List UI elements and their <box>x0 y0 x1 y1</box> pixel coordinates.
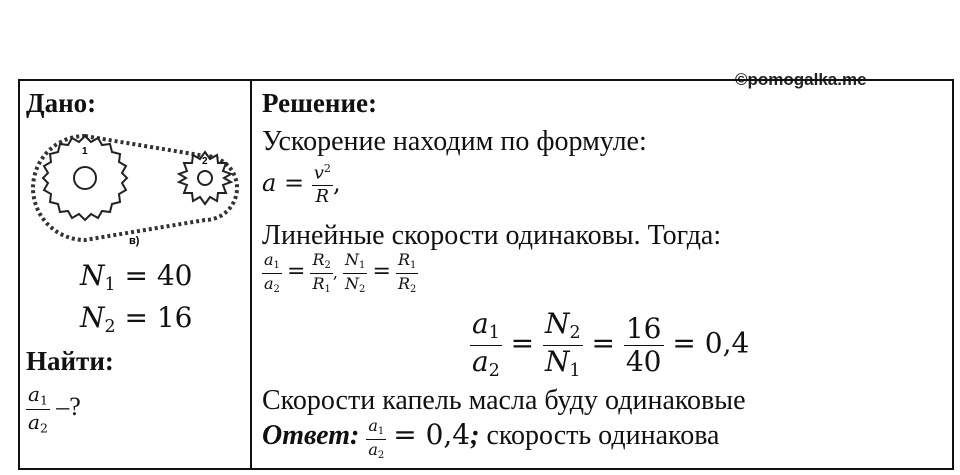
gear-2-label: 2 <box>202 156 208 167</box>
watermark: ©pomogalka.me <box>735 70 867 89</box>
answer-text: скорость одинакова <box>486 419 720 451</box>
answer-value: 0,4 <box>425 417 471 451</box>
formula-acceleration: a = $\frac{v^2}{R}$ , <box>262 162 341 207</box>
solution-line-1: Ускорение находим по формуле: <box>262 126 647 157</box>
gear-1-label: 1 <box>82 146 88 157</box>
formula-ratios: $\frac{a_1}{a_2}$ = $\frac{R_2}{R_1}$ , $\frac{N_1}{N_2}$ = $\frac{R_1}{R_2}$ <box>264 250 417 295</box>
chain-drive-figure <box>30 128 240 248</box>
column-divider <box>250 79 252 470</box>
solution-title: Решение: <box>262 88 377 118</box>
solution-line-3: Линейные скорости одинаковы. Тогда: <box>262 220 722 251</box>
given-n1: $N_1 = 40$ <box>80 259 193 296</box>
given-n2: $N_2 = 16$ <box>80 301 193 338</box>
find-expression: $\frac{a_1}{a_2}$ –? <box>28 382 81 436</box>
answer-label: Ответ: <box>262 419 360 451</box>
figure-label: в) <box>129 235 140 247</box>
formula-main: $\frac{a_1}{a_2}$ = $\frac{N_2}{N_1}$ = $\frac{16}{40}$ = 0,4 <box>472 307 750 381</box>
find-title: Найти: <box>26 346 114 376</box>
solution-line-6: Скорости капель масла буду одинаковые <box>262 385 746 416</box>
answer-line: Ответ: $\frac{a_1}{a_2}$ = 0,4; скорость одинакова <box>262 416 720 461</box>
given-title: Дано: <box>26 88 97 118</box>
